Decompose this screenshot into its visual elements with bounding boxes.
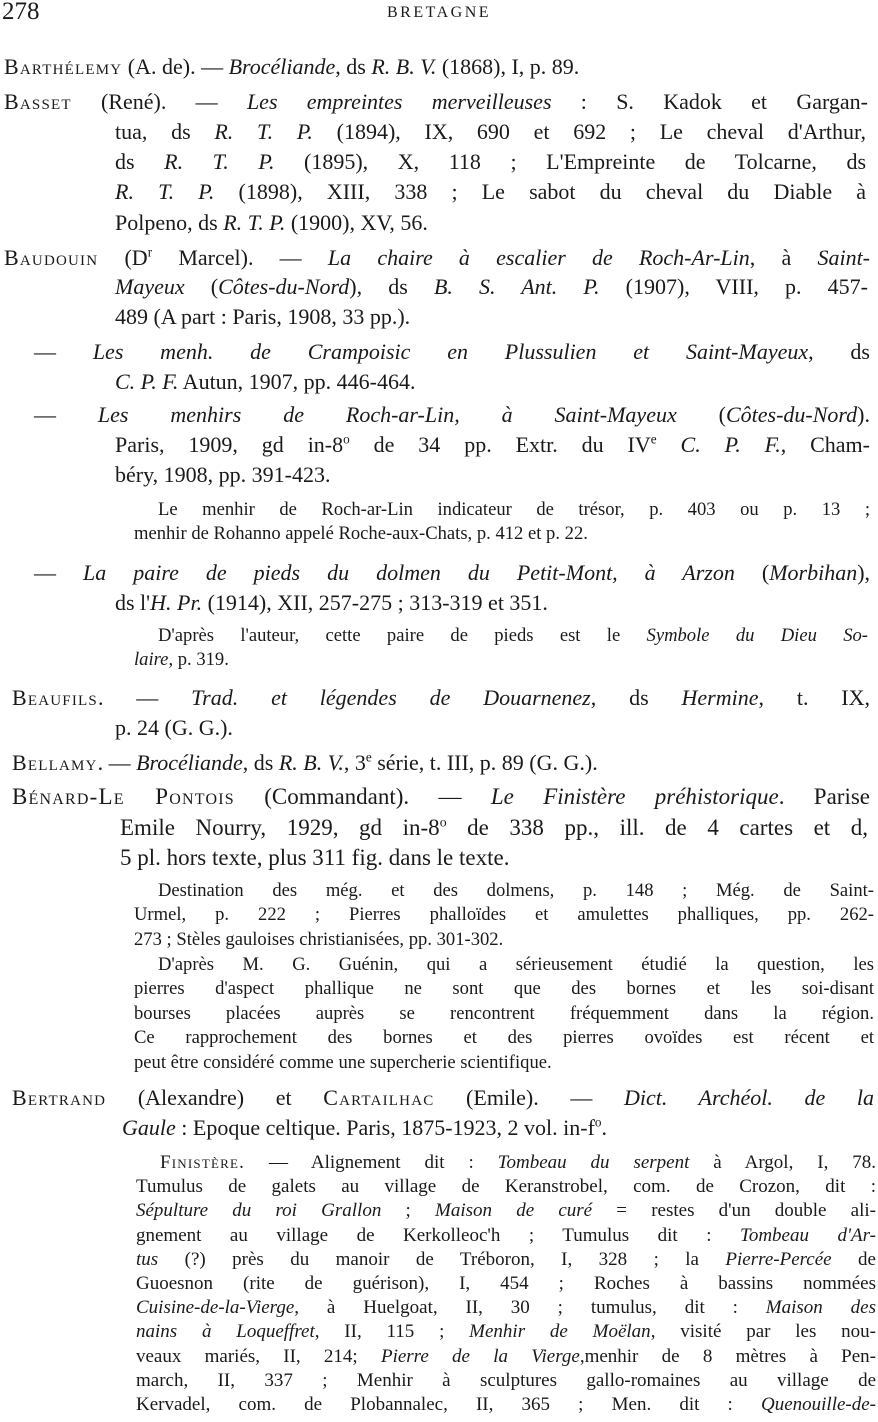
text-line: Kervadel, com. de Plobannalec, II, 365 ; Men. dit : Quenouille-de- bbox=[136, 1394, 876, 1416]
bibliography-entry-basset-cont bbox=[115, 117, 866, 238]
author-name: Cartailhac bbox=[323, 1085, 435, 1110]
text-line: Urmel, p. 222 ; Pierres phalloïdes et amulettes phalliques, pp. 262- bbox=[134, 904, 874, 926]
text-line: Finistère. — Alignement dit : Tombeau du serpent à Argol, I, 78. bbox=[160, 1152, 876, 1173]
work-title: La chaire à escalier de Roch-Ar-Lin bbox=[327, 245, 750, 270]
annotation-note bbox=[134, 879, 874, 952]
sub-entry-menhirs-roch-ar-lin-cont bbox=[115, 430, 870, 490]
text-line: menhir de Rohanno appelé Roche-aux-Chats, p. 412 et p. 22. bbox=[134, 523, 588, 545]
text-line: Ce rapprochement des bornes et des pierres ovoïdes est récent et bbox=[134, 1027, 874, 1049]
work-title: Brocéliande bbox=[136, 750, 243, 775]
annotation-note bbox=[134, 498, 870, 547]
text-line: Beaufils. — Trad. et légendes de Douarnenez, ds Hermine, t. IX, bbox=[12, 685, 870, 710]
text-line: 5 pl. hors texte, plus 311 fig. dans le texte. bbox=[120, 845, 510, 871]
page-number: 278 bbox=[2, 0, 40, 25]
section-label: Finistère. bbox=[160, 1152, 246, 1173]
author-name: Bellamy bbox=[12, 750, 98, 775]
bibliography-entry-basset bbox=[4, 87, 868, 117]
text-line: Emile Nourry, 1929, gd in-8$^o$ de 338 pp., ill. de 4 cartes et d, bbox=[120, 814, 869, 840]
sub-entry-crampoisic bbox=[34, 337, 870, 367]
text-line: D'après l'auteur, cette paire de pieds est le Symbole du Dieu So- bbox=[158, 625, 868, 646]
text-line: veaux mariés, II, 214; Pierre de la Vierge,menhir de 8 mètres à Pen- bbox=[136, 1345, 876, 1367]
text-line: Le menhir de Roch-ar-Lin indicateur de trésor, p. 403 ou p. 13 ; bbox=[158, 499, 870, 520]
text-line: gnement au village de Kerkolleoc'h ; Tumulus dit : Tombeau d'Ar- bbox=[136, 1224, 876, 1246]
text-line: 489 (A part : Paris, 1908, 33 pp.). bbox=[115, 304, 411, 330]
text-line: Bénard-Le Pontois (Commandant). — Le Finistère préhistorique. Parise bbox=[12, 784, 870, 809]
text-line: Bellamy. — Brocéliande, ds R. B. V., 3e série, t. III, p. 89 (G. G.). bbox=[12, 749, 598, 775]
text-line: Mayeux (Côtes-du-Nord), ds B. S. Ant. P. (1907), VIII, p. 457- bbox=[115, 274, 869, 299]
text-line: ds l'H. Pr. (1914), XII, 257-275 ; 313-319 et 351. bbox=[115, 590, 548, 615]
annotation-finistere bbox=[136, 1151, 876, 1417]
bibliography-entry-beaufils-cont bbox=[115, 713, 515, 743]
text-line: Sépulture du roi Grallon ; Maison de curé = restes d'un double ali- bbox=[136, 1200, 877, 1222]
text-line: — La paire de pieds du dolmen du Petit-Mont, à Arzon (Morbihan), bbox=[34, 560, 871, 585]
bibliography-entry-bellamy bbox=[12, 748, 812, 778]
text-line: R. T. P. (1898), XIII, 338 ; Le sabot du cheval du Diable à bbox=[115, 179, 866, 205]
author-name: Bertrand bbox=[12, 1085, 107, 1110]
text-line: Cuisine-de-la-Vierge, à Huelgoat, II, 30 ; tumulus, dit : Maison des bbox=[136, 1297, 877, 1319]
text-line: pierres d'aspect phallique ne sont que des bornes et les soi-disant bbox=[134, 978, 874, 1000]
author-name: Bénard-Le Pontois bbox=[12, 784, 235, 809]
text-line: Gaule : Epoque celtique. Paris, 1875-1923, 2 vol. $in-f^o$. bbox=[122, 1114, 608, 1140]
page-header bbox=[0, 0, 878, 34]
text-line: — Les menh. de Crampoisic en Plussulien et Saint-Mayeux, ds bbox=[34, 339, 870, 364]
author-name: Basset bbox=[4, 89, 72, 114]
text-line: tus (?) près du manoir de Tréboron, I, 328 ; la Pierre-Percée de bbox=[136, 1248, 876, 1270]
text-line: D'après M. G. Guénin, qui a sérieusement étudié la question, les bbox=[158, 954, 874, 975]
text-line: Guoesnon (rite de guérison), I, 454 ; Roches à bassins nommées bbox=[136, 1273, 876, 1295]
bibliography-entry-benard-cont bbox=[120, 813, 868, 873]
bibliography-entry-baudouin-cont bbox=[115, 272, 868, 332]
text-line: Polpeno, ds R. T. P. (1900), XV, 56. bbox=[115, 209, 428, 235]
bibliography-entry-barthelemy bbox=[4, 52, 770, 82]
text-line: 273 ; Stèles gauloises christianisées, pp. 301-302. bbox=[134, 928, 504, 950]
bibliography-entry-bertrand-cont bbox=[122, 1113, 822, 1143]
work-title: Trad. et légendes de Douarnenez bbox=[191, 685, 591, 710]
text-line: Basset (René). — Les empreintes merveilleuses : S. Kadok et Gargan- bbox=[4, 89, 868, 114]
text-line: ds R. T. P. (1895), X, 118 ; L'Empreinte de Tolcarne, ds bbox=[115, 149, 866, 175]
text-line: béry, 1908, pp. 391-423. bbox=[115, 462, 331, 488]
annotation-note bbox=[134, 953, 874, 1075]
sub-entry-petit-mont-cont bbox=[115, 588, 815, 618]
bibliography-entry-benard bbox=[12, 782, 870, 812]
work-title: Les menh. de Crampoisic en Plussulien et Saint-Mayeux bbox=[92, 339, 809, 364]
running-title: BRETAGNE bbox=[386, 4, 492, 21]
sub-entry-petit-mont bbox=[34, 558, 870, 588]
text-line: bourses placées auprès se rencontrent fréquemment dans la région. bbox=[134, 1002, 874, 1024]
work-title: Le Finistère préhistorique bbox=[490, 784, 779, 809]
text-line: Baudouin ($D^r$ Marcel). — La chaire à escalier de Roch-Ar-Lin, à Saint- bbox=[4, 244, 871, 270]
work-title: Les empreintes merveilleuses bbox=[246, 89, 552, 114]
bibliography-entry-bertrand bbox=[12, 1083, 874, 1113]
text-line: p. 24 (G. G.). bbox=[115, 715, 233, 740]
text-line: Barthélemy (A. de). — Brocéliande, ds R. B. V. (1868), I, p. 89. bbox=[4, 54, 580, 79]
text-line: Tumulus de galets au village de Keranstrobel, com. de Crozon, dit : bbox=[136, 1176, 876, 1198]
annotation-note bbox=[134, 624, 868, 673]
text-line: march, II, 337 ; Menhir à sculptures gallo-romaines au village de bbox=[136, 1369, 876, 1391]
sub-entry-crampoisic-cont bbox=[115, 367, 715, 397]
work-title: Dict. Archéol. de la bbox=[623, 1085, 874, 1110]
text-line: nains à Loqueffret, II, 115 ; Menhir de Moëlan, visité par les nou- bbox=[136, 1321, 876, 1343]
text-line: C. P. F. Autun, 1907, pp. 446-464. bbox=[115, 369, 416, 394]
text-line: — Les menhirs de Roch-ar-Lin, à Saint-Mayeux (Côtes-du-Nord). bbox=[34, 402, 870, 427]
author-name: Barthélemy bbox=[4, 54, 123, 79]
work-title: Les menhirs de Roch-ar-Lin, à Saint-Mayeux bbox=[97, 402, 677, 427]
author-name: Baudouin bbox=[4, 245, 99, 270]
work-title: Brocéliande bbox=[228, 54, 336, 79]
sub-entry-menhirs-roch-ar-lin bbox=[34, 400, 870, 430]
text-line: Destination des még. et des dolmens, p. 148 ; Még. de Saint- bbox=[158, 880, 874, 901]
text-line: peut être considéré comme une supercherie scientifique. bbox=[134, 1051, 552, 1073]
work-title: La paire de pieds du dolmen du Petit-Mont, à Arzon bbox=[83, 560, 735, 585]
text-line: laire, p. 319. bbox=[134, 649, 229, 671]
bibliography-entry-baudouin bbox=[4, 243, 870, 273]
author-name: Beaufils bbox=[12, 685, 98, 710]
text-line: Bertrand (Alexandre) et Cartailhac (Emile). — Dict. Archéol. de la bbox=[12, 1085, 874, 1110]
bibliography-entry-beaufils bbox=[12, 683, 870, 713]
text-line: tua, ds R. T. P. (1894), IX, 690 et 692 ; Le cheval d'Arthur, bbox=[115, 119, 866, 144]
text-line: Paris, 1909, gd in-8$^o$ de 34 pp. Extr. du IVe C. P. F., Cham- bbox=[115, 431, 870, 457]
